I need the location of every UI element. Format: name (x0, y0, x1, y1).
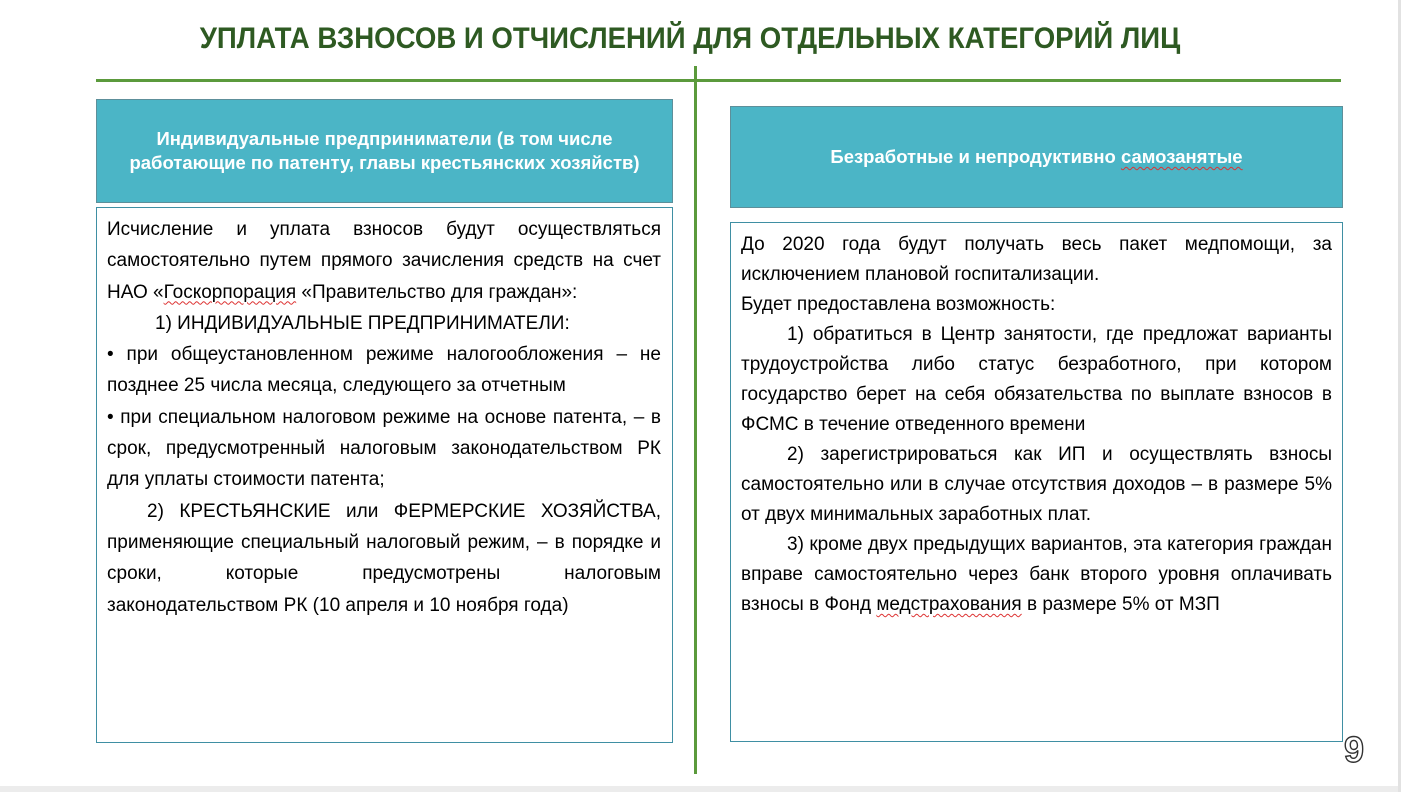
bottom-edge (0, 786, 1401, 792)
right-column-header (730, 106, 1343, 208)
right-paragraph-3: 1) обратиться в Центр занятости, где предложат варианты трудоустройства либо статус безработного, при котором государство берет на себя обязательства по выплате взносов в ФСМС в течение отведенного времени (741, 324, 1332, 435)
left-paragraph-4: • при специальном налоговом режиме на основе патента, – в срок, предусмотренный налоговым законодательством РК для уплаты стоимости патента; (107, 406, 661, 491)
spellcheck-word: медстрахования (876, 594, 1022, 615)
left-paragraph-2: 1) ИНДИВИДУАЛЬНЫЕ ПРЕДПРИНИМАТЕЛИ: (155, 312, 570, 334)
spellcheck-word: Госкорпорация (163, 281, 297, 303)
horizontal-divider (96, 79, 1341, 82)
right-paragraph-2: Будет предоставлена возможность: (741, 294, 1056, 315)
left-paragraph-3: • при общеустановленном режиме налогообложения – не позднее 25 числа месяца, следующего за отчетным (107, 344, 661, 397)
page-title: УПЛАТА ВЗНОСОВ И ОТЧИСЛЕНИЙ ДЛЯ ОТДЕЛЬНЫХ КАТЕГОРИЙ ЛИЦ (199, 22, 1181, 55)
left-content-box (96, 207, 673, 743)
left-paragraph-1: Исчисление и уплата взносов будут осуществляться самостоятельно путем прямого зачисления средств на счет НАО «Госкорпорация «Правительство для граждан»: (107, 219, 661, 303)
left-header-text: Индивидуальные предприниматели (в том числе работающие по патенту, главы крестьянских хозяйств) (129, 128, 640, 173)
page-number: 9 (1343, 729, 1365, 770)
left-column-header (96, 99, 673, 203)
right-header-text: Безработные и непродуктивно самозанятые (830, 146, 1243, 167)
right-paragraph-5: 3) кроме двух предыдущих вариантов, эта категория граждан вправе самостоятельно через банк второго уровня оплачивать взносы в Фонд медстрахования в размере 5% от МЗП (741, 534, 1332, 615)
right-paragraph-4: 2) зарегистрироваться как ИП и осуществлять взносы самостоятельно или в случае отсутствия доходов – в размере 5% от двух минимальных заработных плат. (741, 444, 1332, 525)
vertical-divider (694, 66, 697, 774)
spellcheck-word: самозанятые (1120, 146, 1243, 167)
right-paragraph-1: До 2020 года будут получать весь пакет медпомощи, за исключением плановой госпитализации. (741, 234, 1332, 285)
right-content-box (730, 222, 1343, 742)
left-paragraph-5: 2) КРЕСТЬЯНСКИЕ или ФЕРМЕРСКИЕ ХОЗЯЙСТВА, применяющие специальный налоговый режим, – в порядке и сроки, которые предусмотрены налоговым законодательством РК (10 апреля и 10 ноября года) (107, 500, 661, 616)
